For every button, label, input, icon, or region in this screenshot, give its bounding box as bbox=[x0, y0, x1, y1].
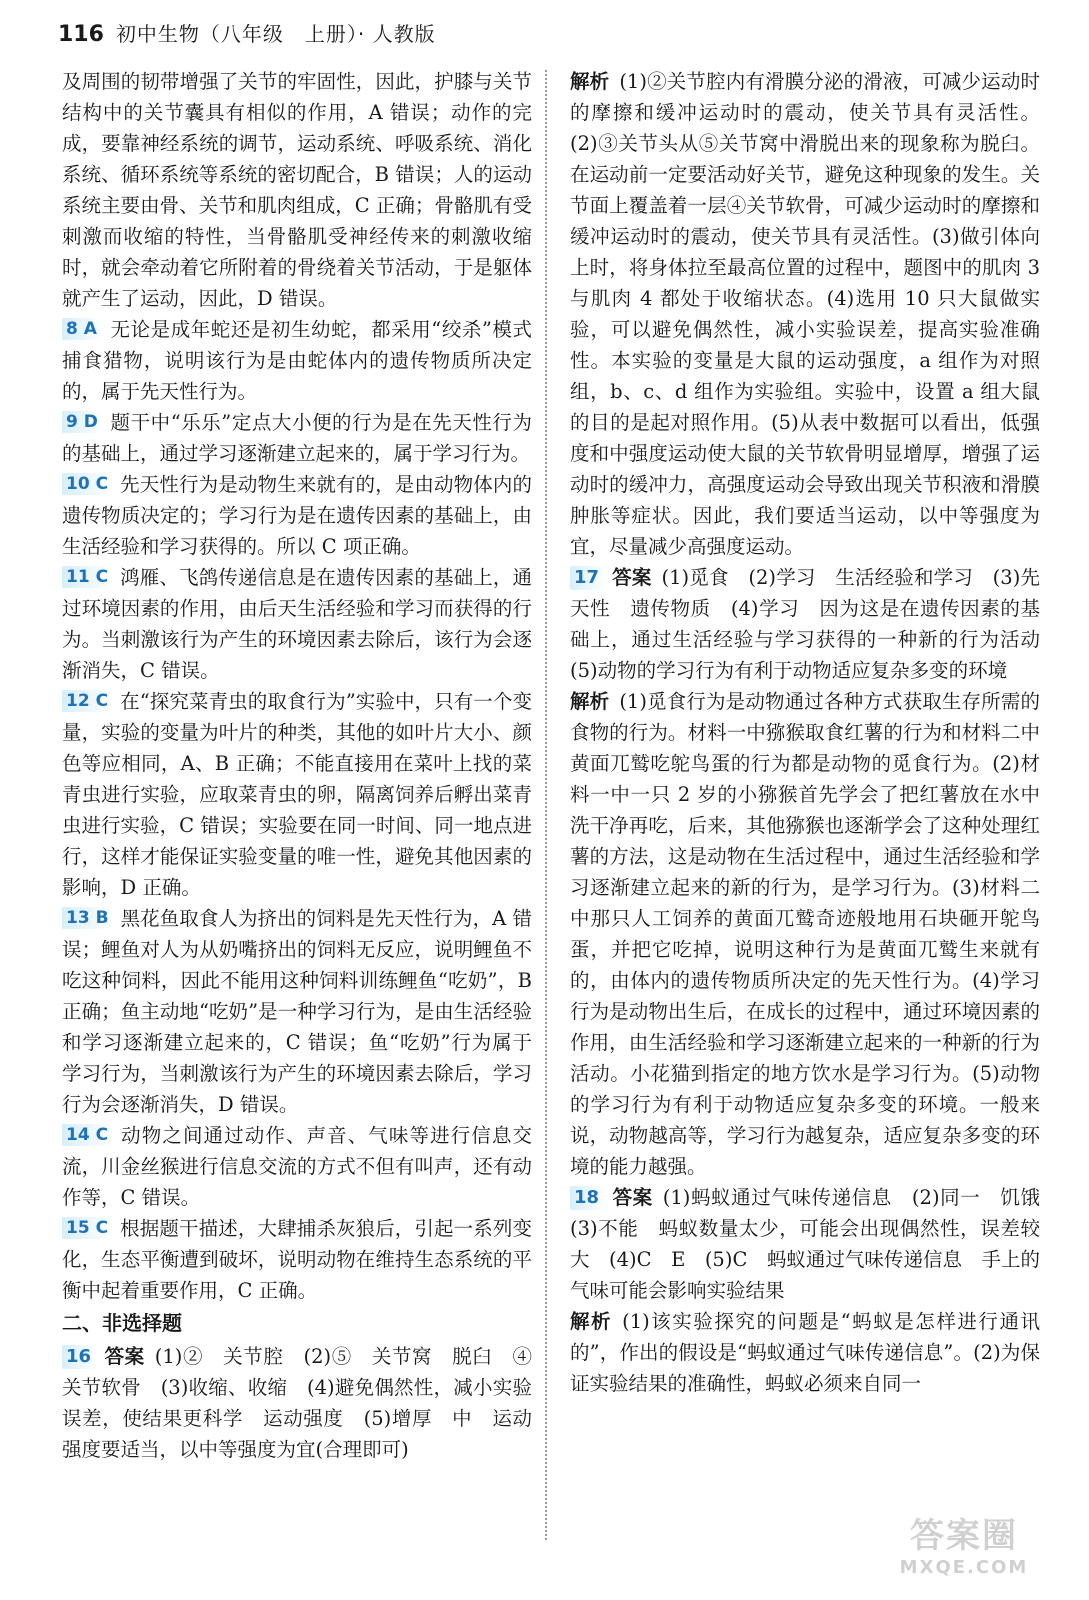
answer-tag: 答案 bbox=[612, 566, 652, 589]
question-17-answer-text: (1)觅食 (2)学习 生活经验和学习 (3)先天性 遗传物质 (4)学习 因为这是在遗传因素的基础上，通过生活经验与学习获得的一种新的行为活动 (5)动物的学习行为有利于动物适应复杂多变的环境 bbox=[570, 566, 1060, 682]
question-16-analysis-text: (1)②关节腔内有滑膜分泌的滑液，可减少运动时的摩擦和缓冲运动时的震动，使关节具有灵活性。(2)③关节头从⑤关节窝中滑脱出来的现象称为脱臼。在运动前一定要活动好关节，避免这种现象的发生。关节面上覆盖着一层④关节软骨，可减少运动时的摩擦和缓冲运动时的震动，使关节具有灵活性。(3)做引体向上时，将身体拉至最高位置的过程中，题图中的肌肉 3 与肌肉 4 都处于收缩状态。(4)选用 10 只大鼠做实验，可以避免偶然性，减小实验误差，提高实验准确性。本实验的变量是大鼠的运动强度，a 组作为对照组，b、c、d 组作为实验组。实验中，设置 a 组大鼠的目的是起对照作用。(5)从表中数据可以看出，低强度和中强度运动使大鼠的关节软骨明显增厚，增强了运动时的缓冲力，高强度运动会导致出现关节积液和滑膜肿胀等症状。因此，我们要适当运动，以中等强度为宜，尽量减少高强度运动。 bbox=[570, 70, 1040, 558]
watermark-logo: 答案圈 bbox=[910, 1516, 1018, 1556]
question-16-analysis bbox=[570, 66, 1040, 562]
page-header bbox=[58, 18, 436, 54]
answer-tag: 答案 bbox=[104, 1345, 145, 1368]
question-18-number: 18 bbox=[570, 1186, 606, 1210]
question-16-number: 16 bbox=[62, 1345, 98, 1369]
question-18-analysis-text: (1)该实验探究的问题是“蚂蚁是怎样进行通讯的”，作出的假设是“蚂蚁通过气味传递信息”。(2)为保证实验结果的准确性，蚂蚁必须来自同一 bbox=[570, 1310, 1040, 1395]
answer-text-14: 动物之间通过动作、声音、气味等进行信息交流，川金丝猴进行信息交流的方式不但有叫声，还有动作等，C 错误。 bbox=[62, 1124, 532, 1209]
answer-badge-15: 15 C bbox=[62, 1217, 114, 1239]
left-column bbox=[62, 66, 552, 1465]
answer-text-13: 黑花鱼取食人为挤出的饲料是先天性行为，A 错误；鲤鱼对人为从奶嘴挤出的饲料无反应，说明鲤鱼不吃这种饲料，因此不能用这种饲料训练鲤鱼“吃奶”，B 正确；鱼主动地“吃奶”是一种学习行为，是由生活经验和学习逐渐建立起来的，C 错误；鱼“吃奶”行为属于学习行为，当刺激该行为产生的环境因素去除后，学习行为会逐渐消失，D 错误。 bbox=[62, 907, 532, 1116]
answer-item-12 bbox=[62, 686, 532, 903]
answer-text-9: 题干中“乐乐”定点大小便的行为是在先天性行为的基础上，通过学习逐渐建立起来的，属于学习行为。 bbox=[62, 411, 532, 465]
answer-text-12: 在“探究菜青虫的取食行为”实验中，只有一个变量，实验的变量为叶片的种类，其他的如叶片大小、颜色等应相同，A、B 正确；不能直接用在菜叶上找的菜青虫进行实验，应取菜青虫的卵，隔离饲养后孵出菜青虫进行实验，C 错误；实验要在同一时间、同一地点进行，这样才能保证实验变量的唯一性，避免其他因素的影响，D 正确。 bbox=[62, 690, 532, 899]
answer-tag: 答案 bbox=[612, 1186, 653, 1209]
answer-item-14 bbox=[62, 1120, 532, 1213]
book-title: 初中生物（八年级 上册）· 人教版 bbox=[115, 22, 436, 46]
answer-badge-12: 12 C bbox=[62, 690, 114, 712]
answer-item-13 bbox=[62, 903, 532, 1120]
watermark bbox=[879, 1508, 1049, 1588]
intro-paragraph: 及周围的韧带增强了关节的牢固性，因此，护膝与关节结构中的关节囊具有相似的作用，A 错误；动作的完成，要靠神经系统的调节，运动系统、呼吸系统、消化系统、循环系统等系统的密切配合，B 错误；人的运动系统主要由骨、关节和肌肉组成，C 正确；骨骼肌有受刺激而收缩的特性，当骨骼肌受神经传来的刺激收缩时，就会牵动着它所附着的骨绕着关节活动，于是躯体就产生了运动，因此，D 错误。 bbox=[62, 70, 532, 310]
answer-badge-8: 8 A bbox=[62, 318, 104, 340]
answer-item-11 bbox=[62, 562, 532, 686]
watermark-url: MXQE.COM bbox=[899, 1557, 1029, 1578]
answer-badge-9: 9 D bbox=[62, 411, 104, 433]
question-16-answer bbox=[62, 1341, 552, 1465]
analysis-tag: 解析 bbox=[570, 70, 610, 93]
question-17-analysis-text: (1)觅食行为是动物通过各种方式获取生存所需的食物的行为。材料一中猕猴取食红薯的行为和材料二中黄面兀鹫吃鸵鸟蛋的行为都是动物的觅食行为。(2)材料一中一只 2 岁的小猕猴首先学会了把红薯放在水中洗干净再吃，后来，其他猕猴也逐渐学会了这种处理红薯的方法，这是动物在生活过程中，通过生活经验和学习逐渐建立起来的新的行为，是学习行为。(3)材料二中那只人工饲养的黄面兀鹫奇迹般地用石块砸开鸵鸟蛋，并把它吃掉，说明这种行为是黄面兀鹫生来就有的，由体内的遗传物质所决定的先天性行为。(4)学习行为是动物出生后，在成长的过程中，通过环境因素的作用，由生活经验和学习逐渐建立起来的一种新的行为活动。小花猫到指定的地方饮水是学习行为。(5)动物的学习行为有利于动物适应复杂多变的环境。一般来说，动物越高等，学习行为越复杂，适应复杂多变的环境的能力越强。 bbox=[570, 690, 1040, 1178]
question-17-number: 17 bbox=[570, 566, 606, 590]
analysis-tag: 解析 bbox=[570, 1310, 613, 1333]
answer-item-8 bbox=[62, 314, 532, 407]
question-18-analysis bbox=[570, 1306, 1040, 1399]
answer-text-11: 鸿雁、飞鸽传递信息是在遗传因素的基础上，通过环境因素的作用，由后天生活经验和学习而获得的行为。当刺激该行为产生的环境因素去除后，该行为会逐渐消失，C 错误。 bbox=[62, 566, 532, 682]
analysis-tag: 解析 bbox=[570, 690, 610, 713]
question-17-analysis bbox=[570, 686, 1040, 1182]
answer-item-9 bbox=[62, 407, 532, 469]
answer-text-15: 根据题干描述，大肆捕杀灰狼后，引起一系列变化，生态平衡遭到破坏，说明动物在维持生态系统的平衡中起着重要作用，C 正确。 bbox=[62, 1217, 532, 1302]
answer-badge-13: 13 B bbox=[62, 907, 115, 929]
answer-item-15 bbox=[62, 1213, 532, 1306]
question-18-answer-text: (1)蚂蚁通过气味传递信息 (2)同一 饥饿 (3)不能 蚂蚁数量太少，可能会出现偶然性，误差较大 (4)C E (5)C 蚂蚁通过气味传递信息 手上的气味可能会影响实验结果 bbox=[570, 1186, 1060, 1302]
answer-text-10: 先天性行为是动物生来就有的，是由动物体内的遗传物质决定的；学习行为是在遗传因素的基础上，由生活经验和学习获得的。所以 C 项正确。 bbox=[62, 473, 532, 558]
answer-item-10 bbox=[62, 469, 532, 562]
answer-badge-10: 10 C bbox=[62, 473, 114, 495]
question-16-answer-text: (1)② 关节腔 (2)⑤ 关节窝 脱臼 ④ 关节软骨 (3)收缩、收缩 (4)避免偶然性，减小实验误差，使结果更科学 运动强度 (5)增厚 中 运动强度要适当，以中等强度为宜(合理即可) bbox=[62, 1345, 552, 1461]
question-17-answer bbox=[570, 562, 1060, 686]
answer-badge-14: 14 C bbox=[62, 1124, 114, 1146]
section-title: 二、非选择题 bbox=[62, 1311, 182, 1335]
answer-text-8: 无论是成年蛇还是初生幼蛇，都采用“绞杀”模式捕食猎物，说明该行为是由蛇体内的遗传物质所决定的，属于先天性行为。 bbox=[62, 318, 532, 403]
page-number: 116 bbox=[58, 22, 104, 47]
question-18-answer bbox=[570, 1182, 1060, 1306]
right-column bbox=[570, 66, 1060, 1399]
answer-badge-11: 11 C bbox=[62, 566, 114, 588]
column-divider bbox=[545, 70, 547, 1540]
